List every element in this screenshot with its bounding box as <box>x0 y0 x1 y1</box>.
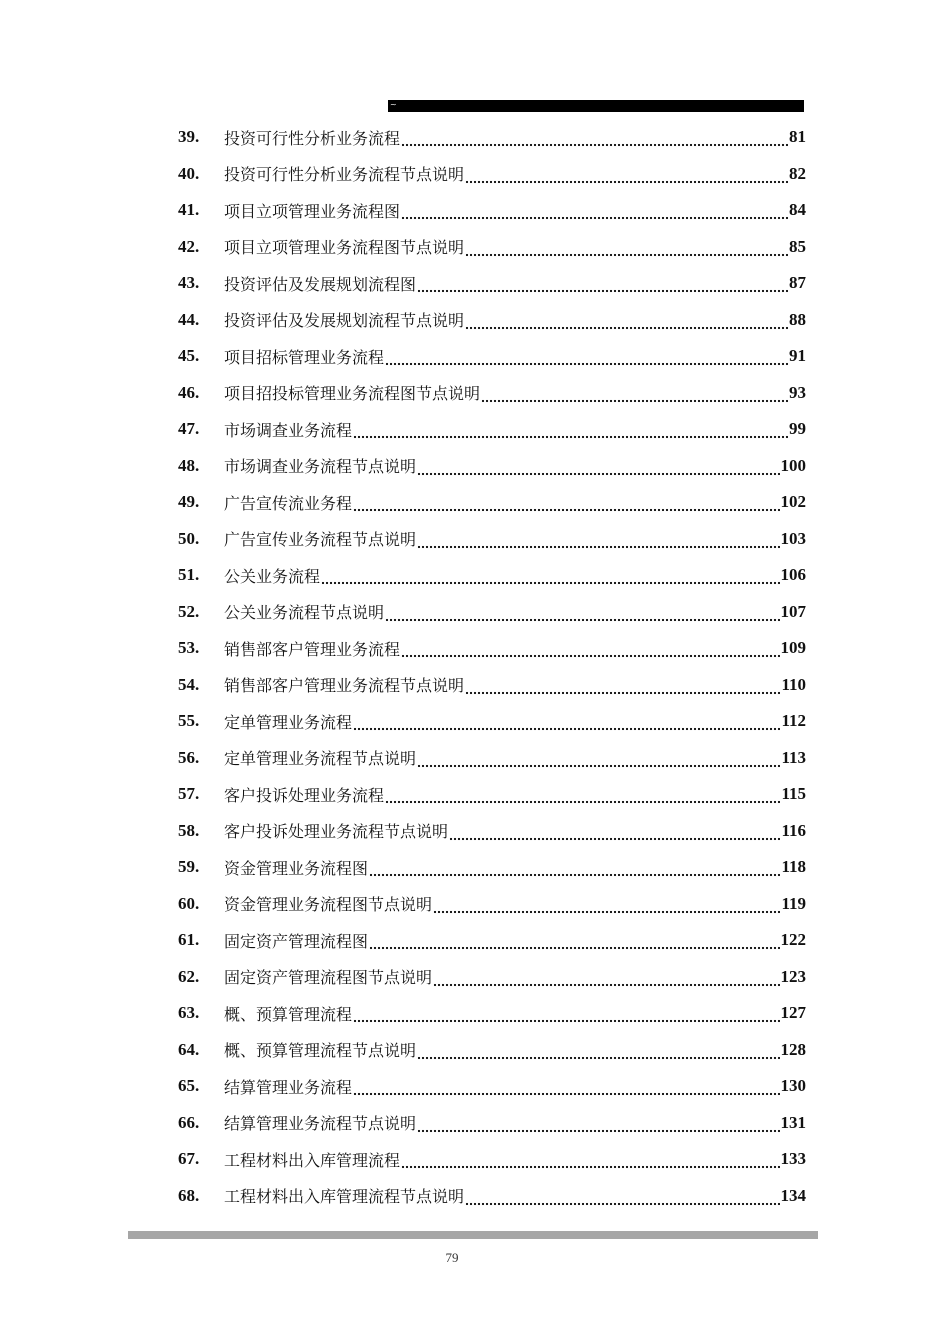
toc-entry-number: 64. <box>178 1039 200 1059</box>
toc-dot-leader <box>465 243 788 257</box>
toc-entry[interactable] <box>178 959 806 996</box>
toc-entry-number: 63. <box>178 1003 200 1023</box>
toc-entry-number: 68. <box>178 1185 200 1205</box>
toc-entry-number: 50. <box>178 528 200 548</box>
header-mark: ~ <box>390 100 397 109</box>
toc-entry-title: 市场调查业务流程 <box>224 420 353 440</box>
toc-entry-title: 结算管理业务流程 <box>224 1077 353 1097</box>
toc-dot-leader <box>433 973 779 987</box>
toc-dot-leader <box>353 498 779 512</box>
toc-entry-page: 107 <box>780 601 806 621</box>
toc-entry-title: 结算管理业务流程节点说明 <box>224 1114 417 1134</box>
toc-entry-page: 112 <box>781 711 806 731</box>
header-bar <box>388 100 804 112</box>
toc-entry-page: 133 <box>780 1149 806 1169</box>
toc-entry-page: 130 <box>780 1076 806 1096</box>
toc-entry-page: 84 <box>789 200 806 220</box>
toc-entry[interactable] <box>178 776 806 813</box>
toc-dot-leader <box>353 717 780 731</box>
toc-entry-title: 定单管理业务流程 <box>224 712 353 732</box>
toc-entry-page: 102 <box>780 492 806 512</box>
toc-entry-number: 44. <box>178 309 200 329</box>
toc-entry-page: 81 <box>789 127 806 147</box>
toc-entry-page: 93 <box>789 382 806 402</box>
toc-entry-title: 公关业务流程节点说明 <box>224 603 385 623</box>
page-number: 79 <box>445 1250 459 1265</box>
toc-entry[interactable] <box>178 156 806 193</box>
toc-dot-leader <box>401 644 779 658</box>
toc-dot-leader <box>369 863 780 877</box>
toc-entry-number: 40. <box>178 163 200 183</box>
toc-dot-leader <box>353 1082 779 1096</box>
toc-entry[interactable] <box>178 1178 806 1215</box>
toc-entry[interactable] <box>178 338 806 375</box>
toc-dot-leader <box>481 389 788 403</box>
toc-entry[interactable] <box>178 302 806 339</box>
table-of-contents <box>178 119 806 1214</box>
toc-entry-number: 46. <box>178 382 200 402</box>
toc-entry-title: 项目立项管理业务流程图 <box>224 201 401 221</box>
toc-dot-leader <box>417 1046 779 1060</box>
toc-entry-title: 概、预算管理流程 <box>224 1004 353 1024</box>
toc-entry-title: 广告宣传流业务程 <box>224 493 353 513</box>
toc-entry-number: 43. <box>178 273 200 293</box>
toc-entry-number: 39. <box>178 127 200 147</box>
toc-entry-page: 123 <box>780 966 806 986</box>
toc-entry-title: 投资评估及发展规划流程节点说明 <box>224 311 465 331</box>
toc-entry-title: 工程材料出入库管理流程节点说明 <box>224 1187 465 1207</box>
toc-entry-number: 52. <box>178 601 200 621</box>
toc-entry-title: 广告宣传业务流程节点说明 <box>224 530 417 550</box>
toc-entry-title: 投资可行性分析业务流程 <box>224 128 401 148</box>
toc-entry-page: 134 <box>780 1185 806 1205</box>
toc-entry-number: 55. <box>178 711 200 731</box>
toc-entry-page: 100 <box>780 455 806 475</box>
toc-dot-leader <box>417 462 779 476</box>
toc-entry-title: 市场调查业务流程节点说明 <box>224 457 417 477</box>
toc-dot-leader <box>401 206 788 220</box>
toc-entry-title: 项目招标管理业务流程 <box>224 347 385 367</box>
toc-entry-title: 项目立项管理业务流程图节点说明 <box>224 238 465 258</box>
toc-entry-title: 客户投诉处理业务流程 <box>224 785 385 805</box>
toc-dot-leader <box>465 681 780 695</box>
toc-entry-page: 85 <box>789 236 806 256</box>
toc-entry[interactable] <box>178 703 806 740</box>
toc-entry-number: 59. <box>178 857 200 877</box>
toc-dot-leader <box>401 133 788 147</box>
toc-entry-number: 45. <box>178 346 200 366</box>
toc-dot-leader <box>433 900 780 914</box>
toc-dot-leader <box>465 1192 779 1206</box>
toc-entry[interactable] <box>178 813 806 850</box>
toc-entry-title: 工程材料出入库管理流程 <box>224 1150 401 1170</box>
toc-entry-title: 投资评估及发展规划流程图 <box>224 274 417 294</box>
toc-dot-leader <box>417 279 788 293</box>
toc-entry-page: 88 <box>789 309 806 329</box>
toc-entry[interactable] <box>178 557 806 594</box>
toc-dot-leader <box>417 1119 779 1133</box>
toc-entry-title: 销售部客户管理业务流程 <box>224 639 401 659</box>
toc-entry[interactable] <box>178 1141 806 1178</box>
toc-entry-page: 109 <box>780 638 806 658</box>
toc-entry[interactable] <box>178 192 806 229</box>
toc-entry-number: 67. <box>178 1149 200 1169</box>
toc-entry-number: 51. <box>178 565 200 585</box>
toc-dot-leader <box>449 827 780 841</box>
toc-entry-number: 60. <box>178 893 200 913</box>
toc-dot-leader <box>417 535 779 549</box>
toc-entry-number: 41. <box>178 200 200 220</box>
toc-entry-page: 82 <box>789 163 806 183</box>
toc-entry-page: 103 <box>780 528 806 548</box>
toc-entry[interactable] <box>178 265 806 302</box>
toc-entry-page: 118 <box>781 857 806 877</box>
toc-entry-title: 资金管理业务流程图 <box>224 858 369 878</box>
toc-dot-leader <box>369 936 779 950</box>
toc-entry-number: 48. <box>178 455 200 475</box>
toc-entry-number: 54. <box>178 674 200 694</box>
toc-entry[interactable] <box>178 886 806 923</box>
toc-entry-page: 113 <box>781 747 806 767</box>
toc-dot-leader <box>385 352 788 366</box>
toc-dot-leader <box>385 790 780 804</box>
toc-dot-leader <box>353 425 788 439</box>
toc-entry[interactable] <box>178 849 806 886</box>
toc-entry[interactable] <box>178 922 806 959</box>
toc-entry-page: 131 <box>780 1112 806 1132</box>
toc-entry-number: 42. <box>178 236 200 256</box>
toc-entry[interactable] <box>178 448 806 485</box>
toc-dot-leader <box>385 608 779 622</box>
toc-dot-leader <box>465 316 788 330</box>
toc-entry[interactable] <box>178 1032 806 1069</box>
toc-entry-page: 115 <box>781 784 806 804</box>
toc-dot-leader <box>465 170 788 184</box>
toc-entry-page: 110 <box>781 674 806 694</box>
toc-entry[interactable] <box>178 411 806 448</box>
toc-entry[interactable] <box>178 667 806 704</box>
toc-entry[interactable] <box>178 630 806 667</box>
toc-entry[interactable] <box>178 1068 806 1105</box>
toc-dot-leader <box>417 754 780 768</box>
toc-entry[interactable] <box>178 484 806 521</box>
toc-entry-title: 项目招投标管理业务流程图节点说明 <box>224 384 481 404</box>
toc-entry-title: 资金管理业务流程图节点说明 <box>224 895 433 915</box>
toc-entry[interactable] <box>178 995 806 1032</box>
toc-entry-title: 公关业务流程 <box>224 566 321 586</box>
toc-entry-page: 127 <box>780 1003 806 1023</box>
toc-entry-page: 87 <box>789 273 806 293</box>
footer-rule <box>128 1231 818 1239</box>
toc-entry-number: 47. <box>178 419 200 439</box>
toc-dot-leader <box>321 571 779 585</box>
toc-entry-title: 客户投诉处理业务流程节点说明 <box>224 822 449 842</box>
toc-entry-number: 58. <box>178 820 200 840</box>
toc-entry-number: 57. <box>178 784 200 804</box>
toc-entry-number: 62. <box>178 966 200 986</box>
toc-entry-page: 122 <box>780 930 806 950</box>
toc-entry-page: 116 <box>781 820 806 840</box>
toc-entry-title: 定单管理业务流程节点说明 <box>224 749 417 769</box>
toc-dot-leader <box>353 1009 779 1023</box>
toc-entry-title: 固定资产管理流程图节点说明 <box>224 968 433 988</box>
toc-entry-number: 65. <box>178 1076 200 1096</box>
toc-entry[interactable] <box>178 119 806 156</box>
toc-entry-number: 66. <box>178 1112 200 1132</box>
toc-entry[interactable] <box>178 594 806 631</box>
toc-entry-page: 128 <box>780 1039 806 1059</box>
toc-entry-number: 53. <box>178 638 200 658</box>
toc-entry[interactable] <box>178 1105 806 1142</box>
toc-entry-title: 概、预算管理流程节点说明 <box>224 1041 417 1061</box>
toc-entry-number: 49. <box>178 492 200 512</box>
toc-entry-page: 106 <box>780 565 806 585</box>
toc-entry[interactable] <box>178 229 806 266</box>
toc-entry-number: 56. <box>178 747 200 767</box>
toc-entry-title: 销售部客户管理业务流程节点说明 <box>224 676 465 696</box>
toc-entry-page: 99 <box>789 419 806 439</box>
toc-entry-title: 投资可行性分析业务流程节点说明 <box>224 165 465 185</box>
toc-entry[interactable] <box>178 375 806 412</box>
toc-entry[interactable] <box>178 521 806 558</box>
toc-entry-number: 61. <box>178 930 200 950</box>
toc-entry[interactable] <box>178 740 806 777</box>
toc-entry-page: 91 <box>789 346 806 366</box>
toc-entry-page: 119 <box>781 893 806 913</box>
toc-entry-title: 固定资产管理流程图 <box>224 931 369 951</box>
toc-dot-leader <box>401 1155 779 1169</box>
